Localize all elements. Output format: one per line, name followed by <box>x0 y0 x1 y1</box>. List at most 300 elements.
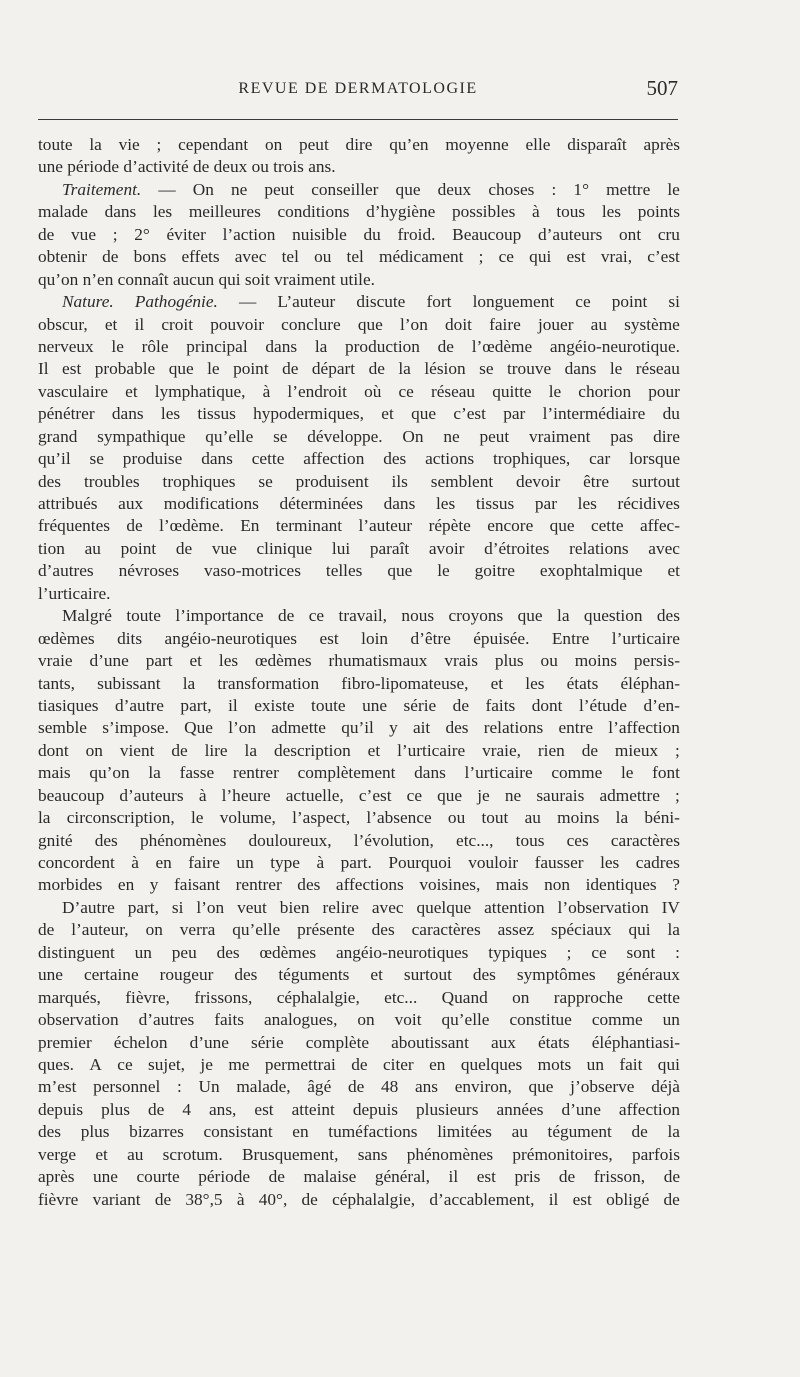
word: les <box>152 202 173 222</box>
word: mais <box>495 875 529 895</box>
word: œdèmes <box>38 628 95 648</box>
word: et <box>490 673 504 693</box>
word: je <box>477 785 490 805</box>
word: se <box>479 359 494 379</box>
text-line <box>38 762 680 784</box>
word: On <box>402 426 424 446</box>
word: à <box>131 853 139 872</box>
word: que <box>528 1077 554 1097</box>
text-line <box>38 201 680 223</box>
word: de <box>347 1077 365 1097</box>
word: de <box>102 247 119 267</box>
word: rapproche <box>553 987 623 1007</box>
word: ces <box>566 830 589 850</box>
word: d’autres <box>138 1010 195 1030</box>
word: plusieurs <box>416 1099 479 1119</box>
word: un <box>236 853 254 872</box>
word: une <box>38 965 63 985</box>
word: et <box>125 381 138 401</box>
word: pas <box>610 426 634 446</box>
word: la <box>615 808 629 828</box>
word: de <box>38 224 55 244</box>
word: ou <box>251 157 274 177</box>
word: le <box>620 763 634 783</box>
word: Pourquoi <box>388 853 452 872</box>
word: sujet, <box>148 1054 186 1074</box>
word: et <box>367 740 381 760</box>
word: si <box>668 292 680 312</box>
word: une <box>38 157 68 177</box>
word: l’auteur <box>358 516 413 536</box>
word: Un <box>198 1077 220 1097</box>
word: tel <box>281 247 299 267</box>
word: dont <box>531 695 563 715</box>
text-line <box>38 650 680 672</box>
word: généraux <box>616 965 680 985</box>
word: l’endroit <box>287 381 347 401</box>
word: peut <box>299 135 329 154</box>
word: que <box>168 359 194 379</box>
word: au <box>511 1122 528 1142</box>
word: l’intermédiaire <box>542 404 646 424</box>
text-line <box>38 717 680 739</box>
word: volume, <box>219 808 276 828</box>
word: le <box>190 808 204 828</box>
word: épuisée. <box>473 628 530 648</box>
word: éléphan- <box>620 673 680 693</box>
text-line <box>38 605 680 627</box>
word: est <box>254 1099 274 1119</box>
word: surtout <box>403 965 452 985</box>
word: consistant <box>203 1122 273 1142</box>
word: est <box>566 247 586 267</box>
word: vraie, <box>482 740 521 760</box>
word: fait <box>619 1054 643 1074</box>
word: se <box>258 471 273 491</box>
word: identiques <box>585 875 657 895</box>
word: affection <box>618 1099 680 1119</box>
word: états <box>566 673 599 693</box>
word: rhumatismaux <box>328 651 428 671</box>
word: avec <box>648 538 680 558</box>
word: rougeur <box>159 965 214 985</box>
word: d’en- <box>643 695 680 715</box>
word: bons <box>133 247 167 267</box>
word: un <box>134 942 152 962</box>
word: y <box>389 718 398 738</box>
word: caractères <box>411 920 481 940</box>
word: toute <box>38 135 73 154</box>
word: de <box>437 336 454 356</box>
word: voit <box>394 1010 422 1030</box>
word: me <box>228 1054 250 1074</box>
word: choses <box>488 179 535 199</box>
word: série <box>403 695 437 715</box>
word: froid. <box>397 224 436 244</box>
word: actions <box>425 449 475 469</box>
word: assez <box>497 920 535 940</box>
word: que <box>411 404 437 424</box>
word: que <box>437 785 463 805</box>
word: persis- <box>633 651 680 671</box>
word: meilleures <box>188 202 261 222</box>
word: chorion <box>578 381 632 401</box>
word: les <box>577 494 597 513</box>
text-line <box>38 1054 680 1076</box>
word: ce <box>575 292 591 312</box>
word: plus <box>101 1099 130 1119</box>
word: pouvoir <box>210 314 264 334</box>
word: 38°,5 <box>185 1189 223 1209</box>
word: de <box>663 1167 680 1187</box>
word: depuis <box>352 1099 398 1119</box>
word: œdèmes <box>259 942 317 962</box>
word: années <box>496 1099 544 1119</box>
text-line <box>38 269 680 291</box>
word: qui <box>657 1054 680 1074</box>
word: l’on <box>196 897 225 917</box>
word: ce <box>308 606 325 626</box>
word: des <box>445 718 469 738</box>
word: de <box>38 920 55 940</box>
word: ne <box>443 426 460 446</box>
word: paraît <box>369 538 410 558</box>
word: œdèmes <box>255 651 312 671</box>
word: etc..., <box>456 830 494 850</box>
word: des <box>38 471 62 491</box>
word: vient <box>119 740 155 760</box>
word: névroses <box>118 561 180 581</box>
word: ; <box>478 247 484 267</box>
word: comme <box>591 1010 643 1030</box>
word: il <box>228 695 238 715</box>
word: d’auteurs <box>538 224 603 244</box>
text-line <box>38 740 680 762</box>
word: — <box>158 179 176 199</box>
word: mais <box>38 763 71 783</box>
word: tous <box>515 830 545 850</box>
word: lymphatique, <box>154 381 246 401</box>
text-line <box>38 1166 680 1188</box>
word: d’hygiène <box>366 202 436 222</box>
word: vouloir <box>468 853 519 872</box>
word: troubles <box>83 471 140 491</box>
word: faits <box>485 695 516 715</box>
word: de <box>154 1189 172 1209</box>
word: tuméfactions <box>328 1122 418 1142</box>
word: point <box>611 292 648 312</box>
word: faits <box>214 1010 245 1030</box>
word: la <box>667 920 680 940</box>
word: parfois <box>631 1144 680 1164</box>
word: aboutissant <box>391 1032 469 1052</box>
word: encore <box>487 516 534 536</box>
word: grand <box>38 426 78 446</box>
word: un <box>586 1054 604 1074</box>
word: on <box>512 987 530 1007</box>
word: qu’elle <box>232 920 281 940</box>
word: échelon <box>113 1032 168 1052</box>
word: fièvre <box>38 1189 79 1209</box>
word: se <box>89 449 104 469</box>
word: moins <box>574 651 617 671</box>
word: il <box>134 314 145 334</box>
text-line <box>38 1144 680 1166</box>
word: cependant <box>178 135 249 154</box>
word: qu’il <box>38 449 71 469</box>
word: l’absence <box>366 808 432 828</box>
word: produise <box>122 449 183 469</box>
word: fièvre, <box>125 987 170 1007</box>
text-line <box>38 291 680 313</box>
word: : <box>675 942 680 962</box>
text-line <box>38 336 680 358</box>
word: il <box>548 1189 559 1209</box>
word: vraie <box>38 651 73 671</box>
word: surtout <box>631 471 680 491</box>
word: caractères <box>610 830 680 850</box>
word: etc... <box>384 987 418 1007</box>
text-line <box>38 1032 680 1054</box>
word: certaine <box>83 965 139 985</box>
word: c’est <box>358 785 392 805</box>
word: doit <box>445 314 472 334</box>
word: cette <box>590 516 624 536</box>
text-line <box>38 179 680 201</box>
word: IV <box>661 897 680 917</box>
word: ans, <box>209 1099 237 1119</box>
word: On <box>192 179 214 199</box>
word: l’urticaire. <box>38 583 111 603</box>
word: dans <box>201 449 233 469</box>
word: dans <box>104 202 137 222</box>
word: des <box>94 830 118 850</box>
word: ce <box>406 785 422 805</box>
word: médicament <box>379 247 464 267</box>
text-line <box>38 852 680 874</box>
text-line <box>38 583 680 605</box>
word: on <box>357 1010 375 1030</box>
word: terminant <box>275 516 343 536</box>
word: des <box>216 942 240 962</box>
word: actuelle, <box>285 785 344 805</box>
word: verra <box>179 920 216 940</box>
word: vraiment <box>274 269 340 289</box>
word: d’autre <box>114 695 164 715</box>
word: disparaît <box>567 135 627 154</box>
word: 48 <box>380 1077 399 1097</box>
word: transformation <box>217 673 320 693</box>
word: D’autre <box>62 897 115 917</box>
word: les <box>435 494 456 513</box>
word: qu’elle <box>441 1010 490 1030</box>
word: l’œdème. <box>159 516 224 536</box>
word: l’étude <box>578 695 627 715</box>
word: attribués <box>38 494 98 513</box>
word: qui <box>628 920 651 940</box>
word: travail, <box>338 606 387 626</box>
word: on <box>85 740 103 760</box>
word: de <box>175 538 193 558</box>
word: cette <box>251 449 285 469</box>
word: on <box>145 920 163 940</box>
word: du <box>363 224 381 244</box>
word: départ <box>311 359 356 379</box>
word: rien <box>537 740 565 760</box>
word: affections <box>335 875 404 895</box>
section-heading-word: Nature. <box>62 292 114 312</box>
word: des <box>297 875 321 895</box>
word: d’accablement, <box>429 1189 535 1209</box>
text-line <box>38 471 680 493</box>
text-line <box>38 628 680 650</box>
word: telles <box>325 561 363 581</box>
word: au <box>127 1144 144 1164</box>
word: part <box>145 651 173 671</box>
word: en <box>117 875 135 895</box>
word: Beaucoup <box>452 224 522 244</box>
word: réseau <box>635 359 680 379</box>
word: ; <box>156 135 162 154</box>
word: plus <box>80 1122 110 1142</box>
word: admettre <box>599 785 660 805</box>
word: à <box>531 202 540 222</box>
word: hypodermiques, <box>253 404 364 424</box>
word: nuisible <box>292 224 347 244</box>
word: ce <box>398 381 414 401</box>
word: ait <box>412 718 431 738</box>
word: vraiment <box>529 426 591 446</box>
word: de <box>148 1099 165 1119</box>
word: fort <box>426 292 452 312</box>
word: en <box>292 1122 309 1142</box>
word: Entre <box>551 628 590 648</box>
word: ; <box>675 740 680 760</box>
word: se <box>273 426 288 446</box>
word: les <box>600 853 620 872</box>
word: trouve <box>507 359 552 379</box>
word: attention <box>484 897 545 917</box>
word: limitées <box>437 1122 492 1142</box>
text-line <box>38 493 680 515</box>
word: âgé <box>307 1077 332 1097</box>
word: cru <box>657 224 680 244</box>
word: que <box>395 179 421 199</box>
text-line <box>38 448 680 470</box>
word: l’aspect, <box>292 808 351 828</box>
word: rentrer <box>235 875 282 895</box>
word: déterminées <box>279 494 363 513</box>
word: les <box>160 404 181 424</box>
word: part, <box>180 695 212 715</box>
word: la <box>398 359 411 379</box>
word: existe <box>254 695 295 715</box>
running-title: REVUE DE DERMATOLOGIE <box>238 80 478 97</box>
word: malade, <box>236 1077 291 1097</box>
word: est <box>476 1167 496 1187</box>
text-line <box>38 673 680 695</box>
word: si <box>171 897 184 917</box>
word: malade <box>38 202 88 222</box>
word: toute <box>311 695 346 715</box>
word: les <box>218 651 239 671</box>
word: et <box>104 314 118 334</box>
text-line <box>38 538 680 560</box>
word: béni- <box>644 808 680 828</box>
word: l’urticaire <box>611 628 680 648</box>
word: dans <box>265 336 298 356</box>
word: saurais <box>536 785 585 805</box>
word: principal <box>186 336 248 356</box>
word: bien <box>279 897 310 917</box>
word: environ, <box>454 1077 512 1097</box>
word: A <box>89 1054 102 1074</box>
word: ce <box>591 942 607 962</box>
text-line <box>38 314 680 336</box>
word: ans. <box>308 157 336 177</box>
word: pour <box>648 381 680 401</box>
word: moyenne <box>445 135 509 154</box>
word: faire <box>489 314 521 334</box>
word: peut <box>479 426 510 446</box>
word: vrai, <box>600 247 633 267</box>
word: que <box>357 314 383 334</box>
word: ne <box>230 179 248 199</box>
word: type <box>270 853 300 872</box>
word: au <box>524 808 541 828</box>
word: soit <box>244 269 275 289</box>
word: tants, <box>38 673 75 693</box>
word: par <box>503 404 526 424</box>
word: comme <box>551 763 603 783</box>
word: cette <box>647 987 680 1007</box>
word: frisson, <box>593 1167 646 1187</box>
word: dans <box>414 763 446 783</box>
word: à <box>262 381 271 401</box>
word: probable <box>94 359 156 379</box>
word: dont <box>38 740 69 760</box>
word: d’auteurs <box>119 785 184 805</box>
text-line <box>38 987 680 1009</box>
word: présente <box>297 920 355 940</box>
word: points <box>637 202 680 222</box>
word: y <box>149 875 159 895</box>
word: céphalalgie, <box>276 987 360 1007</box>
word: vasculaire <box>38 381 109 401</box>
word: d’une <box>189 1032 229 1052</box>
word: l’évolution, <box>353 830 434 850</box>
word: angéio-neurotiques <box>335 942 469 962</box>
word: les <box>601 202 622 222</box>
word: relations <box>483 718 544 738</box>
word: obligé <box>606 1189 650 1209</box>
word: ils <box>391 471 408 491</box>
word: de <box>301 1189 318 1209</box>
word: qui <box>218 269 245 289</box>
text-line <box>38 785 680 807</box>
word: que <box>549 516 575 536</box>
word: vie <box>118 135 140 154</box>
word: pénétrer <box>38 404 95 424</box>
word: circonscription, <box>66 808 175 828</box>
word: frissons, <box>194 987 253 1007</box>
word: ou <box>314 247 332 267</box>
word: quitte <box>492 381 532 401</box>
word: nous <box>401 606 435 626</box>
text-line <box>38 1099 680 1121</box>
word: deux <box>213 157 252 177</box>
word: l’importance <box>175 606 264 626</box>
